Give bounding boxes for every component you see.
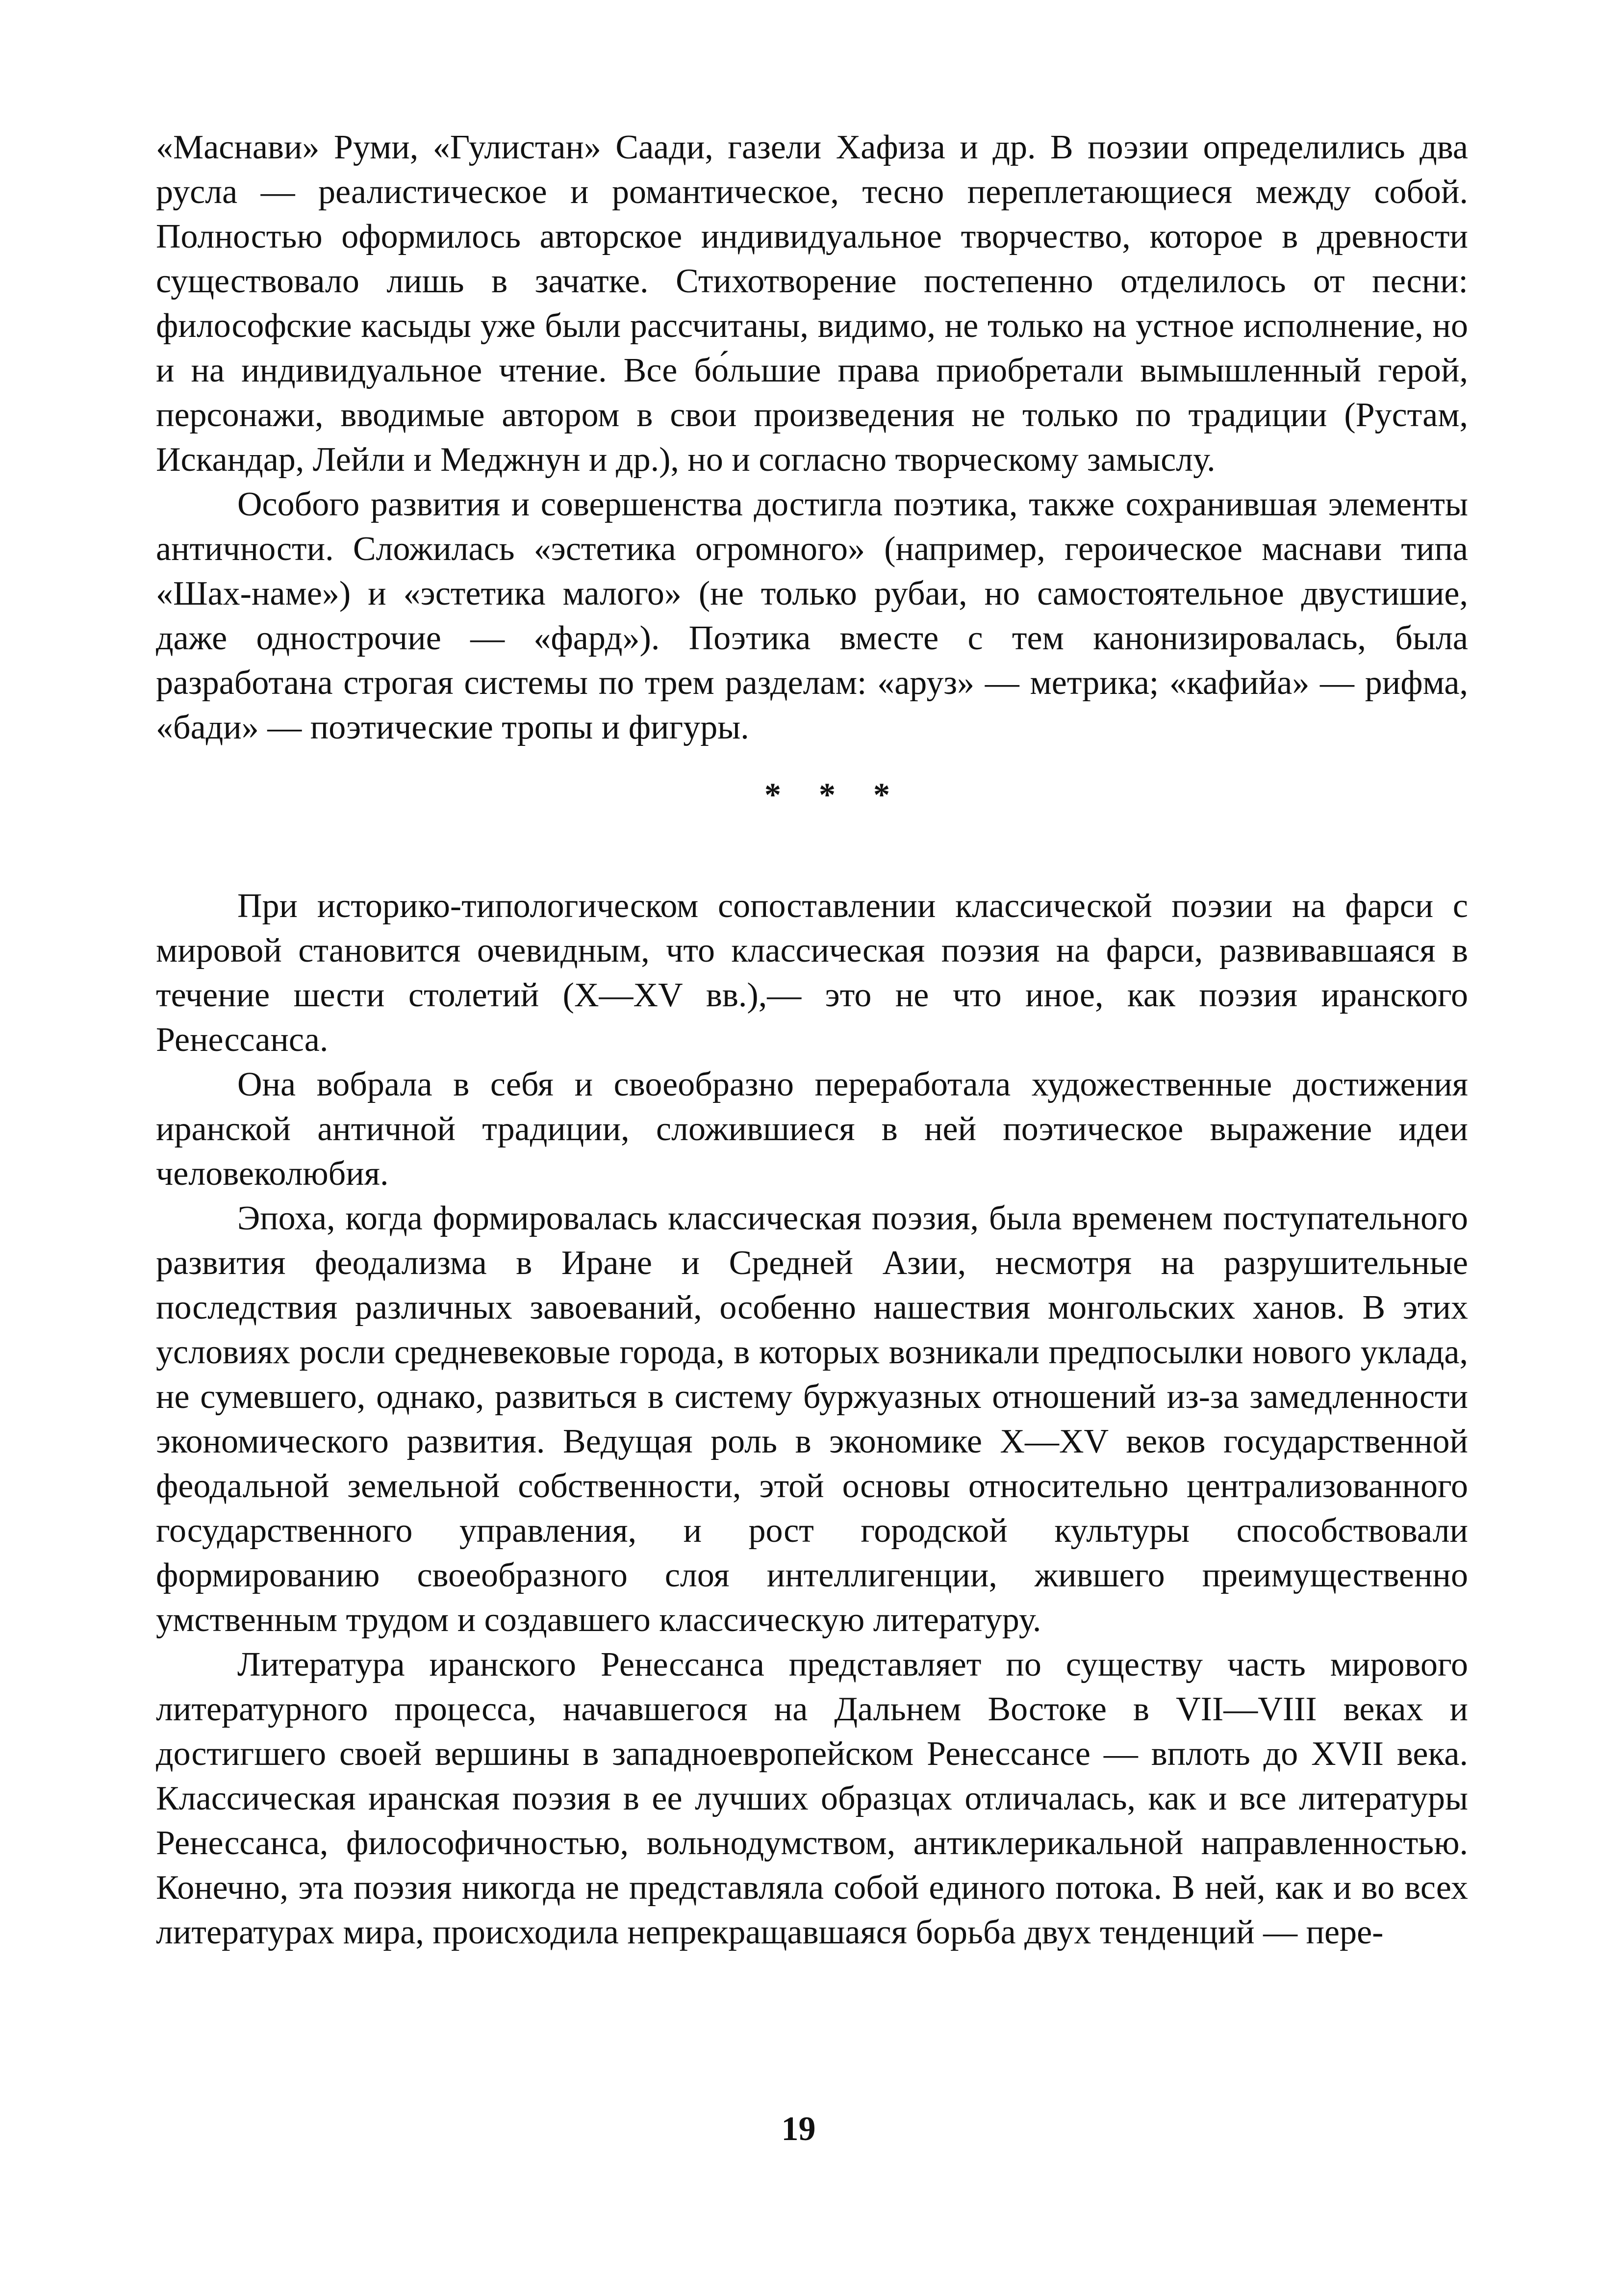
paragraph-continuation: «Маснави» Руми, «Гулистан» Саади, газели Хафиза и др. В поэзии определились два русла — реалистическое и романтическое, тесно переплетающиеся между собой. Полностью оформилось авторское индивидуальное творчество, которое в древности существовало лишь в зачатке. Стихотворение постепенно отделилось от песни: философские касыды уже были рассчитаны, видимо, не только на устное исполнение, но и на индивидуальное чтение. Все бо́льшие права приобретали вымышленный герой, персонажи, вводимые автором в свои произведения не только по традиции (Рустам, Искандар, Лейли и Меджнун и др.), но и согласно творческому замыслу. <box>156 128 1468 479</box>
separator-asterisks: * * * <box>764 776 905 813</box>
paragraph-tradition: Она вобрала в себя и своеобразно переработала художественные достижения иранской античной традиции, сложившиеся в ней поэтическое выражение идеи человеколюбия. <box>156 1066 1468 1193</box>
section-separator <box>156 750 1468 884</box>
paragraph-literature: Литература иранского Ренессанса представляет по существу часть мирового литературного процесса, начавшегося на Дальнем Востоке в VII—VIII веках и достигшего своей вершины в западноевропейском Ренессансе — вплоть до XVII века. Классическая иранская поэзия в ее лучших образцах отличалась, как и все литературы Ренессанса, философичностью, вольнодумством, антиклерикальной направленностью. Конечно, эта поэзия никогда не представляла собой единого потока. В ней, как и во всех литературах мира, происходила непрекращавшаяся борьба двух тенденций — пере- <box>156 1646 1468 1951</box>
paragraph-renaissance: При историко-типологическом сопоставлении классической поэзии на фарси с мировой становится очевидным, что классическая поэзия на фарси, развивавшаяся в течение шести столетий (X—XV вв.),— это не что иное, как поэзия иранского Ренессанса. <box>156 887 1468 1059</box>
paragraph-poetics: Особого развития и совершенства достигла поэтика, также сохранившая элементы античности. Сложилась «эстетика огромного» (например, героическое маснави типа «Шах-наме») и «эстетика малого» (не только рубаи, но самостоятельное двустишие, даже однострочие — «фард»). Поэтика вместе с тем канонизировалась, была разработана строгая системы по трем разделам: «аруз» — метрика; «кафийа» — рифма, «бади» — поэтические тропы и фигуры. <box>156 485 1468 746</box>
body-text <box>156 125 1468 1955</box>
page-number: 19 <box>781 2110 816 2148</box>
paragraph-epoch: Эпоха, когда формировалась классическая поэзия, была временем поступательного развития феодализма в Иране и Средней Азии, несмотря на разрушительные последствия различных завоеваний, особенно нашествия монгольских ханов. В этих условиях росли средневековые города, в которых возникали предпосылки нового уклада, не сумевшего, однако, развиться в систему буржуазных отношений из-за замедленности экономического развития. Ведущая роль в экономике X—XV веков государственной феодальной земельной собственности, этой основы относительно централизованного государственного управления, и рост городской культуры способствовали формированию своеобразного слоя интеллигенции, жившего преимущественно умственным трудом и создавшего классическую литературу. <box>156 1199 1468 1639</box>
